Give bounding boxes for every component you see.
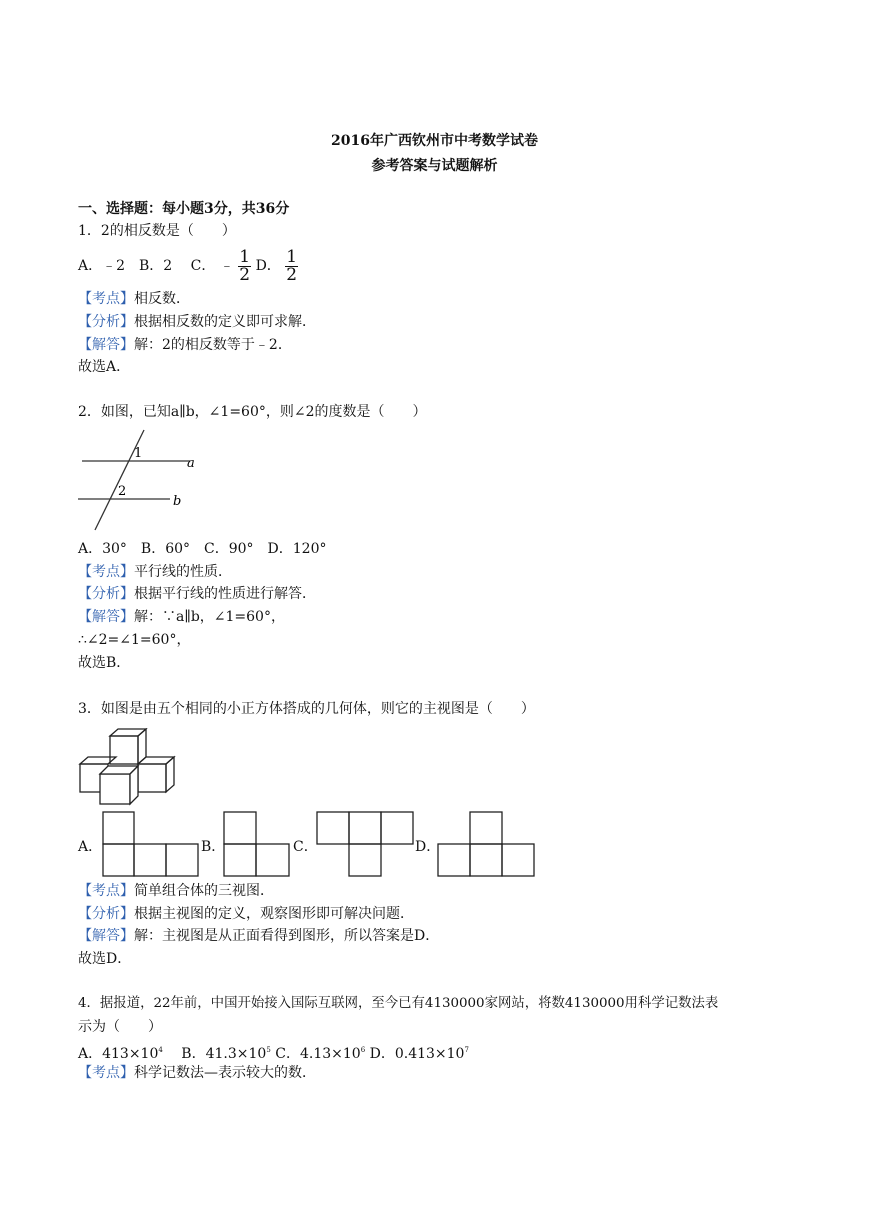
q4-stem-line1: 4．据报道，22年前，中国开始接入国际互联网，至今已有4130000家网站，将数4130000用科学记数法表 — [78, 996, 719, 1011]
q1-options — [78, 246, 298, 286]
q1-fenxi-text: 根据相反数的定义即可求解． — [134, 314, 316, 330]
transversal-line — [95, 430, 144, 530]
q3-option-d-label: D． — [415, 839, 441, 855]
cube-right-upper-face — [138, 757, 174, 764]
q1-options-ab: A．﹣2 B．2 C． — [78, 258, 216, 274]
q2-kaodian — [78, 563, 232, 581]
q1-conclusion: 故选A． — [78, 359, 131, 375]
tag-fenxi: 【分析】 — [78, 586, 134, 602]
q2-kaodian-text: 平行线的性质． — [134, 564, 232, 580]
tag-kaodian: 【考点】 — [78, 564, 134, 580]
q4-option-c-exponent: 6 — [360, 1046, 366, 1054]
tag-jieda: 【解答】 — [78, 609, 134, 625]
q3-option-b-label: B． — [201, 839, 226, 855]
q3-kaodian-text: 简单组合体的三视图． — [134, 883, 274, 899]
q3-jieda-text: 解：主视图是从正面看得到图形，所以答案是D． — [134, 928, 440, 944]
tag-jieda: 【解答】 — [78, 928, 134, 944]
q3-kaodian — [78, 882, 274, 900]
tag-kaodian: 【考点】 — [78, 1065, 134, 1081]
q1-frac-num-d: 1 — [286, 246, 298, 267]
q4-option-a: A．413×10 — [78, 1046, 159, 1062]
q3-cube-solid-figure — [78, 728, 180, 806]
tag-kaodian: 【考点】 — [78, 883, 134, 899]
q1-stem: 1．2的相反数是（ ） — [78, 223, 236, 239]
q4-option-c: C．4.13×10 — [275, 1046, 361, 1062]
angle-2-label: 2 — [118, 484, 127, 499]
tag-kaodian: 【考点】 — [78, 291, 134, 307]
q1-kaodian-text: 相反数． — [134, 291, 190, 307]
q2-jieda-text: 解：∵a∥b，∠1=60°， — [134, 609, 285, 625]
q2-options: A．30° B．60° C．90° D．120° — [78, 541, 327, 557]
cube-front-front — [100, 774, 130, 804]
q4-option-b-exponent: 5 — [266, 1046, 271, 1054]
q4-options — [78, 1041, 469, 1063]
line-b-label: b — [173, 494, 182, 509]
q1-jieda-text: 解：2的相反数等于﹣2． — [134, 337, 292, 353]
q3-conclusion: 故选D． — [78, 951, 132, 967]
q1-frac-den-d: 2 — [286, 264, 298, 285]
q3-fenxi-text: 根据主视图的定义，观察图形即可解决问题． — [134, 906, 414, 922]
cube-top-upper-face — [110, 729, 146, 736]
q2-conclusion: 故选B． — [78, 655, 131, 671]
q2-jieda — [78, 608, 285, 626]
q4-kaodian — [78, 1064, 316, 1082]
tag-fenxi: 【分析】 — [78, 314, 134, 330]
q1-kaodian — [78, 290, 190, 308]
cube-top-front — [110, 736, 138, 764]
q3-stem: 3．如图是由五个相同的小正方体搭成的几何体，则它的主视图是（ ） — [78, 701, 535, 717]
q3-option-a-figure — [102, 811, 200, 877]
q3-option-c-label: C． — [293, 839, 318, 855]
q1-frac-num-c: 1 — [239, 246, 251, 267]
angle-1-label: 1 — [134, 446, 143, 461]
q2-stem: 2．如图，已知a∥b，∠1=60°，则∠2的度数是（ ） — [78, 404, 427, 420]
q3-option-b-figure — [223, 811, 291, 877]
q2-step: ∴∠2=∠1=60°， — [78, 632, 191, 648]
q2-fenxi-text: 根据平行线的性质进行解答． — [134, 586, 316, 602]
q1-option-d-label: D． — [255, 258, 281, 274]
q3-fenxi — [78, 905, 414, 923]
q4-option-b: B．41.3×10 — [167, 1046, 267, 1062]
q3-option-d-figure — [437, 811, 537, 877]
cube-right-front — [138, 764, 166, 792]
line-a-label: a — [187, 456, 195, 471]
q3-option-a-label: A． — [78, 839, 103, 855]
q3-jieda — [78, 927, 439, 945]
q2-fenxi — [78, 585, 316, 603]
page-subtitle: 参考答案与试题解析 — [371, 158, 498, 174]
q1-fenxi — [78, 313, 316, 331]
q1-frac-den-c: 2 — [239, 264, 251, 285]
cube-right-side-face — [166, 757, 174, 792]
q4-stem-line2: 示为（ ） — [78, 1019, 162, 1035]
page-title: 2016年广西钦州市中考数学试卷 — [331, 133, 538, 149]
section-heading: 一、选择题：每小题3分，共36分 — [78, 201, 290, 217]
q1-jieda — [78, 336, 292, 354]
q4-kaodian-text: 科学记数法—表示较大的数． — [134, 1065, 316, 1081]
q2-parallel-lines-figure — [78, 428, 208, 533]
q4-option-a-exponent: 4 — [158, 1046, 163, 1054]
q1-option-c-sign: ﹣ — [219, 258, 234, 274]
q4-option-d: D．0.413×10 — [369, 1046, 465, 1062]
q3-option-c-figure — [316, 811, 416, 877]
tag-fenxi: 【分析】 — [78, 906, 134, 922]
q1-option-d-fraction — [285, 246, 298, 285]
q4-option-d-exponent: 7 — [464, 1046, 469, 1054]
tag-jieda: 【解答】 — [78, 337, 134, 353]
q1-option-c-fraction — [238, 246, 251, 285]
